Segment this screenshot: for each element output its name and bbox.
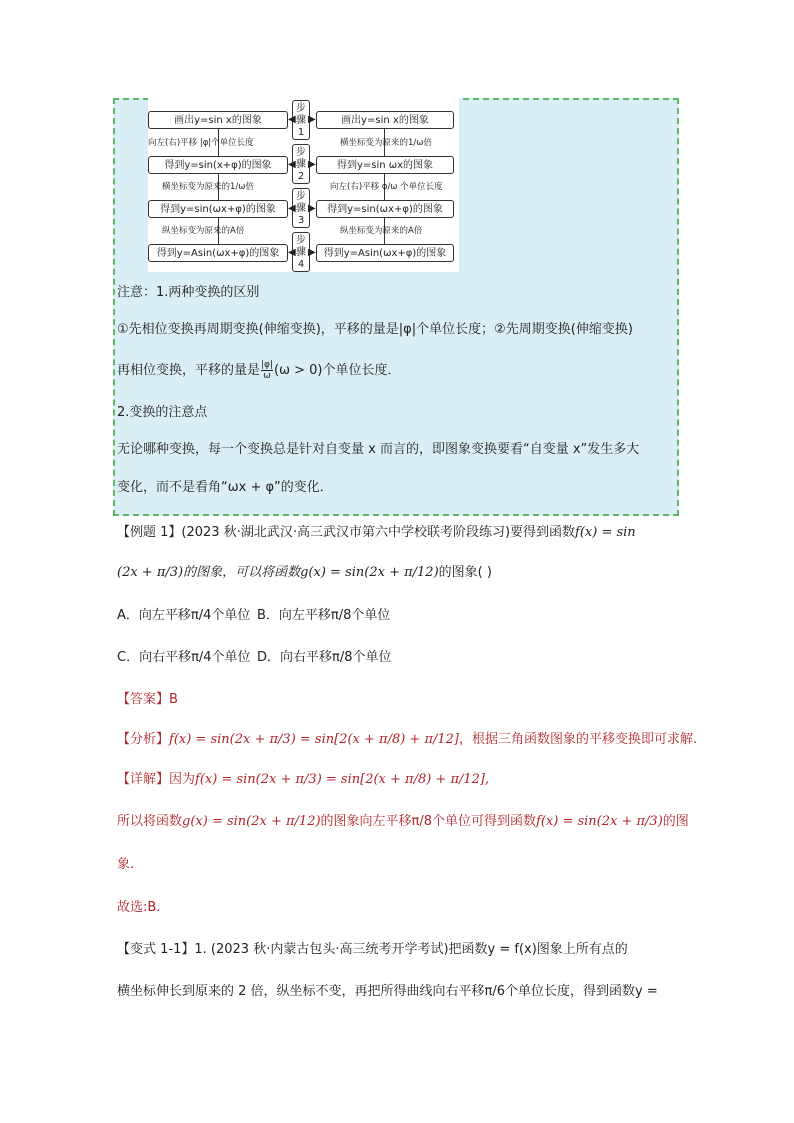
analysis	[117, 730, 697, 750]
detail-math: f(x) = sin(2x + π/3) = sin[2(x + π/8) + π/12],	[195, 772, 490, 787]
choose: 故选:B.	[117, 900, 161, 915]
so-c: 的图	[662, 814, 689, 829]
flow-left-box-2: 得到y=sin(x+φ)的图象	[148, 156, 288, 174]
arrow-right-icon: ▶	[308, 203, 316, 214]
arrow-right-icon: ▶	[308, 114, 316, 125]
arrow-left-icon: ◀	[288, 114, 296, 125]
flow-left-box-3: 得到y=sin(ωx+φ)的图象	[148, 200, 288, 218]
option-c: C．向右平移π/4个单位	[117, 650, 251, 665]
note-line-4: 变化，而不是看角“ωx + φ”的变化．	[117, 480, 333, 495]
example-line-2	[117, 563, 492, 583]
flow-left-label-2: 横坐标变为原来的1/ω倍	[162, 182, 254, 192]
note-line-2-post: (ω > 0)个单位长度．	[274, 363, 401, 378]
flow-step-4: 步骤4	[292, 232, 310, 272]
flow-right-box-4: 得到y=Asin(ωx+φ)的图象	[316, 244, 454, 262]
note-line-3: 无论哪种变换，每一个变换总是针对自变量 x 而言的，即图象变换要看“自变量 x”发生多大	[117, 442, 640, 457]
example-heading	[117, 523, 636, 543]
note-line-1: ①先相位变换再周期变换(伸缩变换)，平移的量是|φ|个单位长度；②先周期变换(伸缩变换)	[117, 322, 633, 337]
arrow-right-icon: ▶	[308, 247, 316, 258]
analysis-math: f(x) = sin(2x + π/3) = sin[2(x + π/8) + π/12]	[169, 732, 459, 747]
arrow-left-icon: ◀	[288, 159, 296, 170]
arrow-left-icon: ◀	[288, 203, 296, 214]
flow-left-box-4: 得到y=Asin(ωx+φ)的图象	[148, 244, 288, 262]
note-fraction	[261, 360, 273, 381]
flow-right-box-2: 得到y=sin ωx的图象	[316, 156, 454, 174]
note-title: 注意：1.两种变换的区别	[117, 285, 260, 300]
example-fx-arg: (2x + π/3)的图象，可以将函数	[117, 565, 301, 580]
note-fraction-numerator: |φ|	[261, 360, 274, 370]
note-line-2-pre: 再相位变换，平移的量是	[117, 363, 261, 378]
flow-right-box-3: 得到y=sin(ωx+φ)的图象	[316, 200, 454, 218]
option-a: A．向左平移π/4个单位	[117, 608, 251, 623]
detail-label: 【详解】	[117, 772, 170, 787]
flow-right-label-3: 纵坐标变为原来的A倍	[340, 226, 423, 236]
so-f: f(x) = sin(2x + π/3)	[536, 814, 663, 829]
variant-line-1: 【变式 1-1】1. (2023 秋·内蒙古包头·高三统考开学考试)把函数y = f(x)图象上所有点的	[117, 942, 628, 957]
option-b: B．向左平移π/8个单位	[257, 608, 391, 623]
example-gx: g(x) = sin(2x + π/12)	[300, 565, 439, 580]
example-line-2-end: 的图象( )	[438, 565, 492, 580]
flow-step-3: 步骤3	[292, 188, 310, 228]
so-g: g(x) = sin(2x + π/12)	[182, 814, 321, 829]
answer: 【答案】B	[117, 692, 178, 707]
variant-line-2: 横坐标伸长到原来的 2 倍，纵坐标不变，再把所得曲线向右平移π/6个单位长度，得到函数y =	[117, 984, 658, 999]
flow-left-box-1: 画出y=sin x的图象	[148, 111, 288, 129]
arrow-left-icon: ◀	[288, 247, 296, 258]
note-fraction-denominator: ω	[263, 371, 271, 381]
example-fx: f(x) = sin	[575, 525, 636, 540]
note-subtitle-2: 2.变换的注意点	[117, 405, 208, 420]
flow-right-label-2: 向左(右)平移 φ/ω 个单位长度	[330, 182, 443, 192]
arrow-right-icon: ▶	[308, 159, 316, 170]
flow-right-label-1: 横坐标变为原来的1/ω倍	[340, 138, 432, 148]
flow-left-label-3: 纵坐标变为原来的A倍	[162, 226, 245, 236]
transform-flowchart	[148, 98, 459, 272]
flow-step-2: 步骤2	[292, 144, 310, 184]
so-b: 的图象向左平移π/8个单位可得到函数	[320, 814, 537, 829]
flow-step-1: 步骤1	[292, 100, 310, 140]
flow-right-box-1: 画出y=sin x的图象	[316, 111, 454, 129]
flow-left-label-1: 向左(右)平移 |φ|个单位长度	[148, 138, 254, 148]
analysis-label: 【分析】	[117, 732, 170, 747]
note-line-2	[117, 360, 401, 381]
detail-text: 因为	[169, 772, 196, 787]
so-a: 所以将函数	[117, 814, 183, 829]
detail	[117, 770, 489, 790]
example-head-text: 【例题 1】(2023 秋·湖北武汉·高三武汉市第六中学校联考阶段练习)要得到函数	[117, 525, 576, 540]
so-line	[117, 812, 689, 832]
analysis-text: ，根据三角函数图象的平移变换即可求解.	[458, 732, 698, 747]
so-line-end: 象.	[117, 857, 135, 872]
option-d: D．向右平移π/8个单位	[257, 650, 392, 665]
